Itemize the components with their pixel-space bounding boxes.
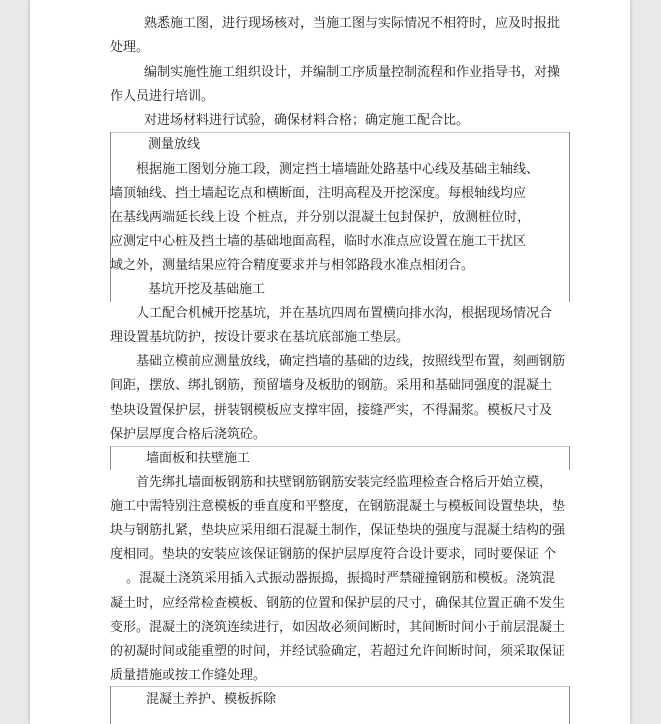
text-line: 质量措施或按工作缝处理。	[110, 668, 267, 683]
section-box-right	[569, 446, 570, 470]
text-line: 凝土时，应经常检查模板、钢筋的位置和保护层的尺寸，确保其位置正确不发生	[110, 596, 566, 611]
text-line: 度相同。垫块的安装应该保证钢筋的保护层厚度符合设计要求，同时要保证 个	[110, 547, 557, 562]
text-line: 基础立模前应测量放线，确定挡墙的基础的边线，按照线型布置，刻画钢筋	[136, 354, 566, 369]
text-line: 人工配合机械开挖基坑，并在基坑四周布置横向排水沟，根据现场情况合	[136, 306, 553, 321]
text-line: 块与钢筋扎紧，垫块应采用细石混凝土制作，保证垫块的强度与混凝土结构的强	[110, 523, 566, 538]
text-line: 。混凝土浇筑采用插入式振动器振捣，振捣时严禁碰撞钢筋和模板。浇筑混	[126, 571, 556, 586]
text-line: 间距，摆放、绑扎钢筋，预留墙身及板肋的钢筋。采用和基础同强度的混凝土	[110, 378, 553, 393]
section-box-top	[110, 686, 570, 687]
text-line: 保护层厚度合格后浇筑砼。	[110, 427, 267, 442]
section-heading: 测量放线	[148, 137, 201, 152]
text-line: 施工中需特别注意模板的垂直度和平整度，在钢筋混凝土与模板间设置垫块，垫	[110, 499, 566, 514]
section-box-top	[110, 132, 570, 133]
section-box-right	[569, 132, 570, 302]
text-line: 作人员进行培训。	[110, 89, 215, 104]
document-page	[30, 0, 630, 724]
section-box-right	[569, 686, 570, 724]
text-line: 变形。混凝土的浇筑连续进行，如因故必须间断时，其间断时间小于前层混凝土	[110, 620, 566, 635]
text-line: 在基线两端延长线上设 个桩点，并分别以混凝土包封保护，放测桩位时，	[110, 210, 531, 225]
text-line: 熟悉施工图，进行现场核对，当施工图与实际情况不相符时，应及时报批	[144, 16, 561, 31]
section-heading: 墙面板和扶壁施工	[146, 451, 251, 466]
section-heading: 混凝土养护、模板拆除	[146, 692, 277, 707]
text-line: 墙顶轴线、挡土墙起讫点和横断面，注明高程及开挖深度。每根轴线均应	[110, 186, 527, 201]
text-line: 对进场材料进行试验，确保材料合格；确定施工配合比。	[144, 113, 470, 128]
section-heading: 基坑开挖及基础施工	[148, 282, 266, 297]
text-line: 首先绑扎墙面板钢筋和扶壁钢筋钢筋安装完经监理检查合格后开始立模，	[136, 475, 553, 490]
text-line: 域之外，测量结果应符合精度要求并与相邻路段水准点相闭合。	[110, 258, 475, 273]
text-line: 根据施工图划分施工段，测定挡土墙墙趾处路基中心线及基础主轴线、	[136, 162, 540, 177]
text-line: 应测定中心桩及挡土墙的基础地面高程，临时水准点应设置在施工干扰区	[110, 234, 527, 249]
section-box-left	[110, 446, 111, 470]
text-line: 处理。	[110, 40, 150, 55]
text-line: 理设置基坑防护，按设计要求在基坑底部施工垫层。	[110, 330, 410, 345]
section-box-left	[110, 686, 111, 724]
text-line: 的初凝时间或能重塑的时间，并经试验确定，若超过允许间断时间，须采取保证	[110, 644, 566, 659]
text-line: 编制实施性施工组织设计，并编制工序质量控制流程和作业指导书，对操	[144, 65, 561, 80]
section-box-top	[110, 446, 570, 447]
text-line: 垫块设置保护层，拼装钢模板应支撑牢固，接缝严实，不得漏浆。模板尺寸及	[110, 403, 553, 418]
